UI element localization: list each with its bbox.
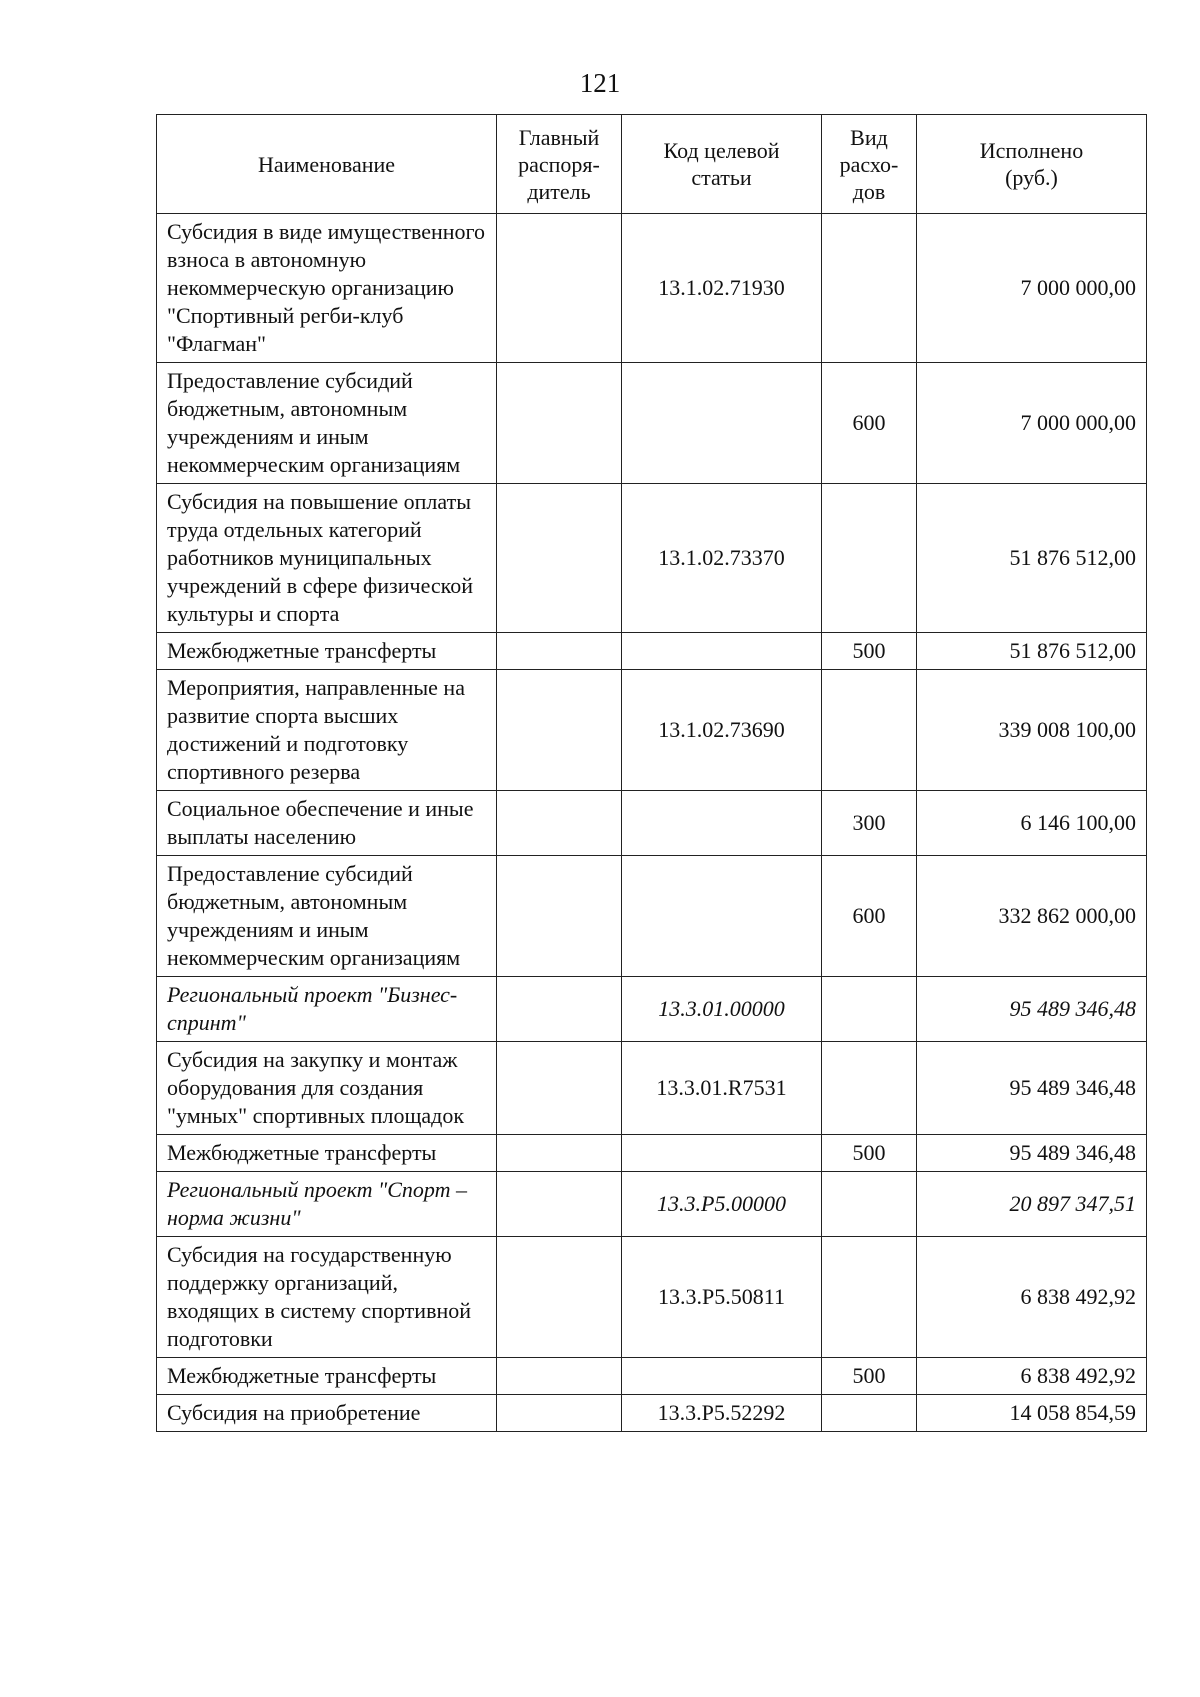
table-row [157,1042,1147,1135]
cell-admin [497,977,622,1042]
cell-code: 13.1.02.73370 [622,484,822,633]
cell-name: Региональный проект "Бизнес-спринт" [157,977,497,1042]
cell-name: Межбюджетные трансферты [157,633,497,670]
cell-name: Предоставление субсидий бюджетным, автономным учреждениям и иным некоммерческим организациям [157,856,497,977]
table-row [157,633,1147,670]
cell-code [622,1135,822,1172]
cell-name: Межбюджетные трансферты [157,1135,497,1172]
cell-name: Региональный проект "Спорт – норма жизни" [157,1172,497,1237]
cell-admin [497,484,622,633]
cell-name: Субсидия на приобретение [157,1395,497,1432]
cell-type: 500 [822,1358,917,1395]
cell-amount: 6 146 100,00 [917,791,1147,856]
cell-admin [497,791,622,856]
page-number: 121 [579,68,621,98]
cell-name: Субсидия на повышение оплаты труда отдельных категорий работников муниципальных учреждений в сфере физической культуры и спорта [157,484,497,633]
cell-code [622,856,822,977]
cell-amount: 95 489 346,48 [917,1042,1147,1135]
table-row [157,484,1147,633]
cell-code: 13.3.P5.00000 [622,1172,822,1237]
cell-name: Социальное обеспечение и иные выплаты населению [157,791,497,856]
cell-amount: 95 489 346,48 [917,977,1147,1042]
cell-code [622,1358,822,1395]
cell-code [622,363,822,484]
cell-type [822,1172,917,1237]
cell-amount: 14 058 854,59 [917,1395,1147,1432]
budget-execution-table [156,114,1147,1432]
cell-admin [497,1237,622,1358]
table-row [157,856,1147,977]
table-row [157,1172,1147,1237]
table-row [157,1358,1147,1395]
cell-amount: 339 008 100,00 [917,670,1147,791]
cell-admin [497,1042,622,1135]
cell-amount: 95 489 346,48 [917,1135,1147,1172]
cell-name: Предоставление субсидий бюджетным, автономным учреждениям и иным некоммерческим организациям [157,363,497,484]
cell-name: Мероприятия, направленные на развитие спорта высших достижений и подготовку спортивного резерва [157,670,497,791]
table-row [157,670,1147,791]
header-code: Код целевой статьи [622,115,822,214]
table-row [157,977,1147,1042]
cell-admin [497,670,622,791]
cell-admin [497,633,622,670]
cell-name: Субсидия на закупку и монтаж оборудования для создания "умных" спортивных площадок [157,1042,497,1135]
cell-code: 13.3.P5.50811 [622,1237,822,1358]
cell-admin [497,214,622,363]
header-name: Наименование [157,115,497,214]
table-row [157,1237,1147,1358]
cell-code: 13.3.01.00000 [622,977,822,1042]
cell-amount: 6 838 492,92 [917,1237,1147,1358]
cell-amount: 332 862 000,00 [917,856,1147,977]
cell-amount: 51 876 512,00 [917,484,1147,633]
cell-admin [497,856,622,977]
cell-code: 13.1.02.73690 [622,670,822,791]
cell-name: Субсидия в виде имущественного взноса в автономную некоммерческую организацию "Спортивный регби-клуб "Флагман" [157,214,497,363]
cell-type [822,977,917,1042]
cell-amount: 7 000 000,00 [917,363,1147,484]
cell-type: 500 [822,633,917,670]
cell-type [822,1237,917,1358]
cell-type: 300 [822,791,917,856]
table-row [157,1395,1147,1432]
cell-type: 500 [822,1135,917,1172]
cell-admin [497,1395,622,1432]
cell-amount: 20 897 347,51 [917,1172,1147,1237]
cell-type [822,670,917,791]
cell-type [822,1395,917,1432]
header-amount: Исполнено (руб.) [917,115,1147,214]
cell-admin [497,1135,622,1172]
table-row [157,214,1147,363]
cell-type: 600 [822,363,917,484]
cell-type [822,484,917,633]
header-admin: Главный распоря- дитель [497,115,622,214]
table-row [157,1135,1147,1172]
cell-code: 13.3.01.R7531 [622,1042,822,1135]
cell-name: Субсидия на государственную поддержку организаций, входящих в систему спортивной подготовки [157,1237,497,1358]
table-row [157,791,1147,856]
cell-admin [497,1358,622,1395]
table-header-row [157,115,1147,214]
cell-name: Межбюджетные трансферты [157,1358,497,1395]
cell-admin [497,1172,622,1237]
cell-amount: 6 838 492,92 [917,1358,1147,1395]
cell-amount: 7 000 000,00 [917,214,1147,363]
cell-admin [497,363,622,484]
cell-code [622,633,822,670]
header-type: Вид расхо- дов [822,115,917,214]
cell-code [622,791,822,856]
cell-type [822,1042,917,1135]
table-row [157,363,1147,484]
cell-code: 13.1.02.71930 [622,214,822,363]
cell-code: 13.3.P5.52292 [622,1395,822,1432]
cell-type [822,214,917,363]
cell-type: 600 [822,856,917,977]
cell-amount: 51 876 512,00 [917,633,1147,670]
